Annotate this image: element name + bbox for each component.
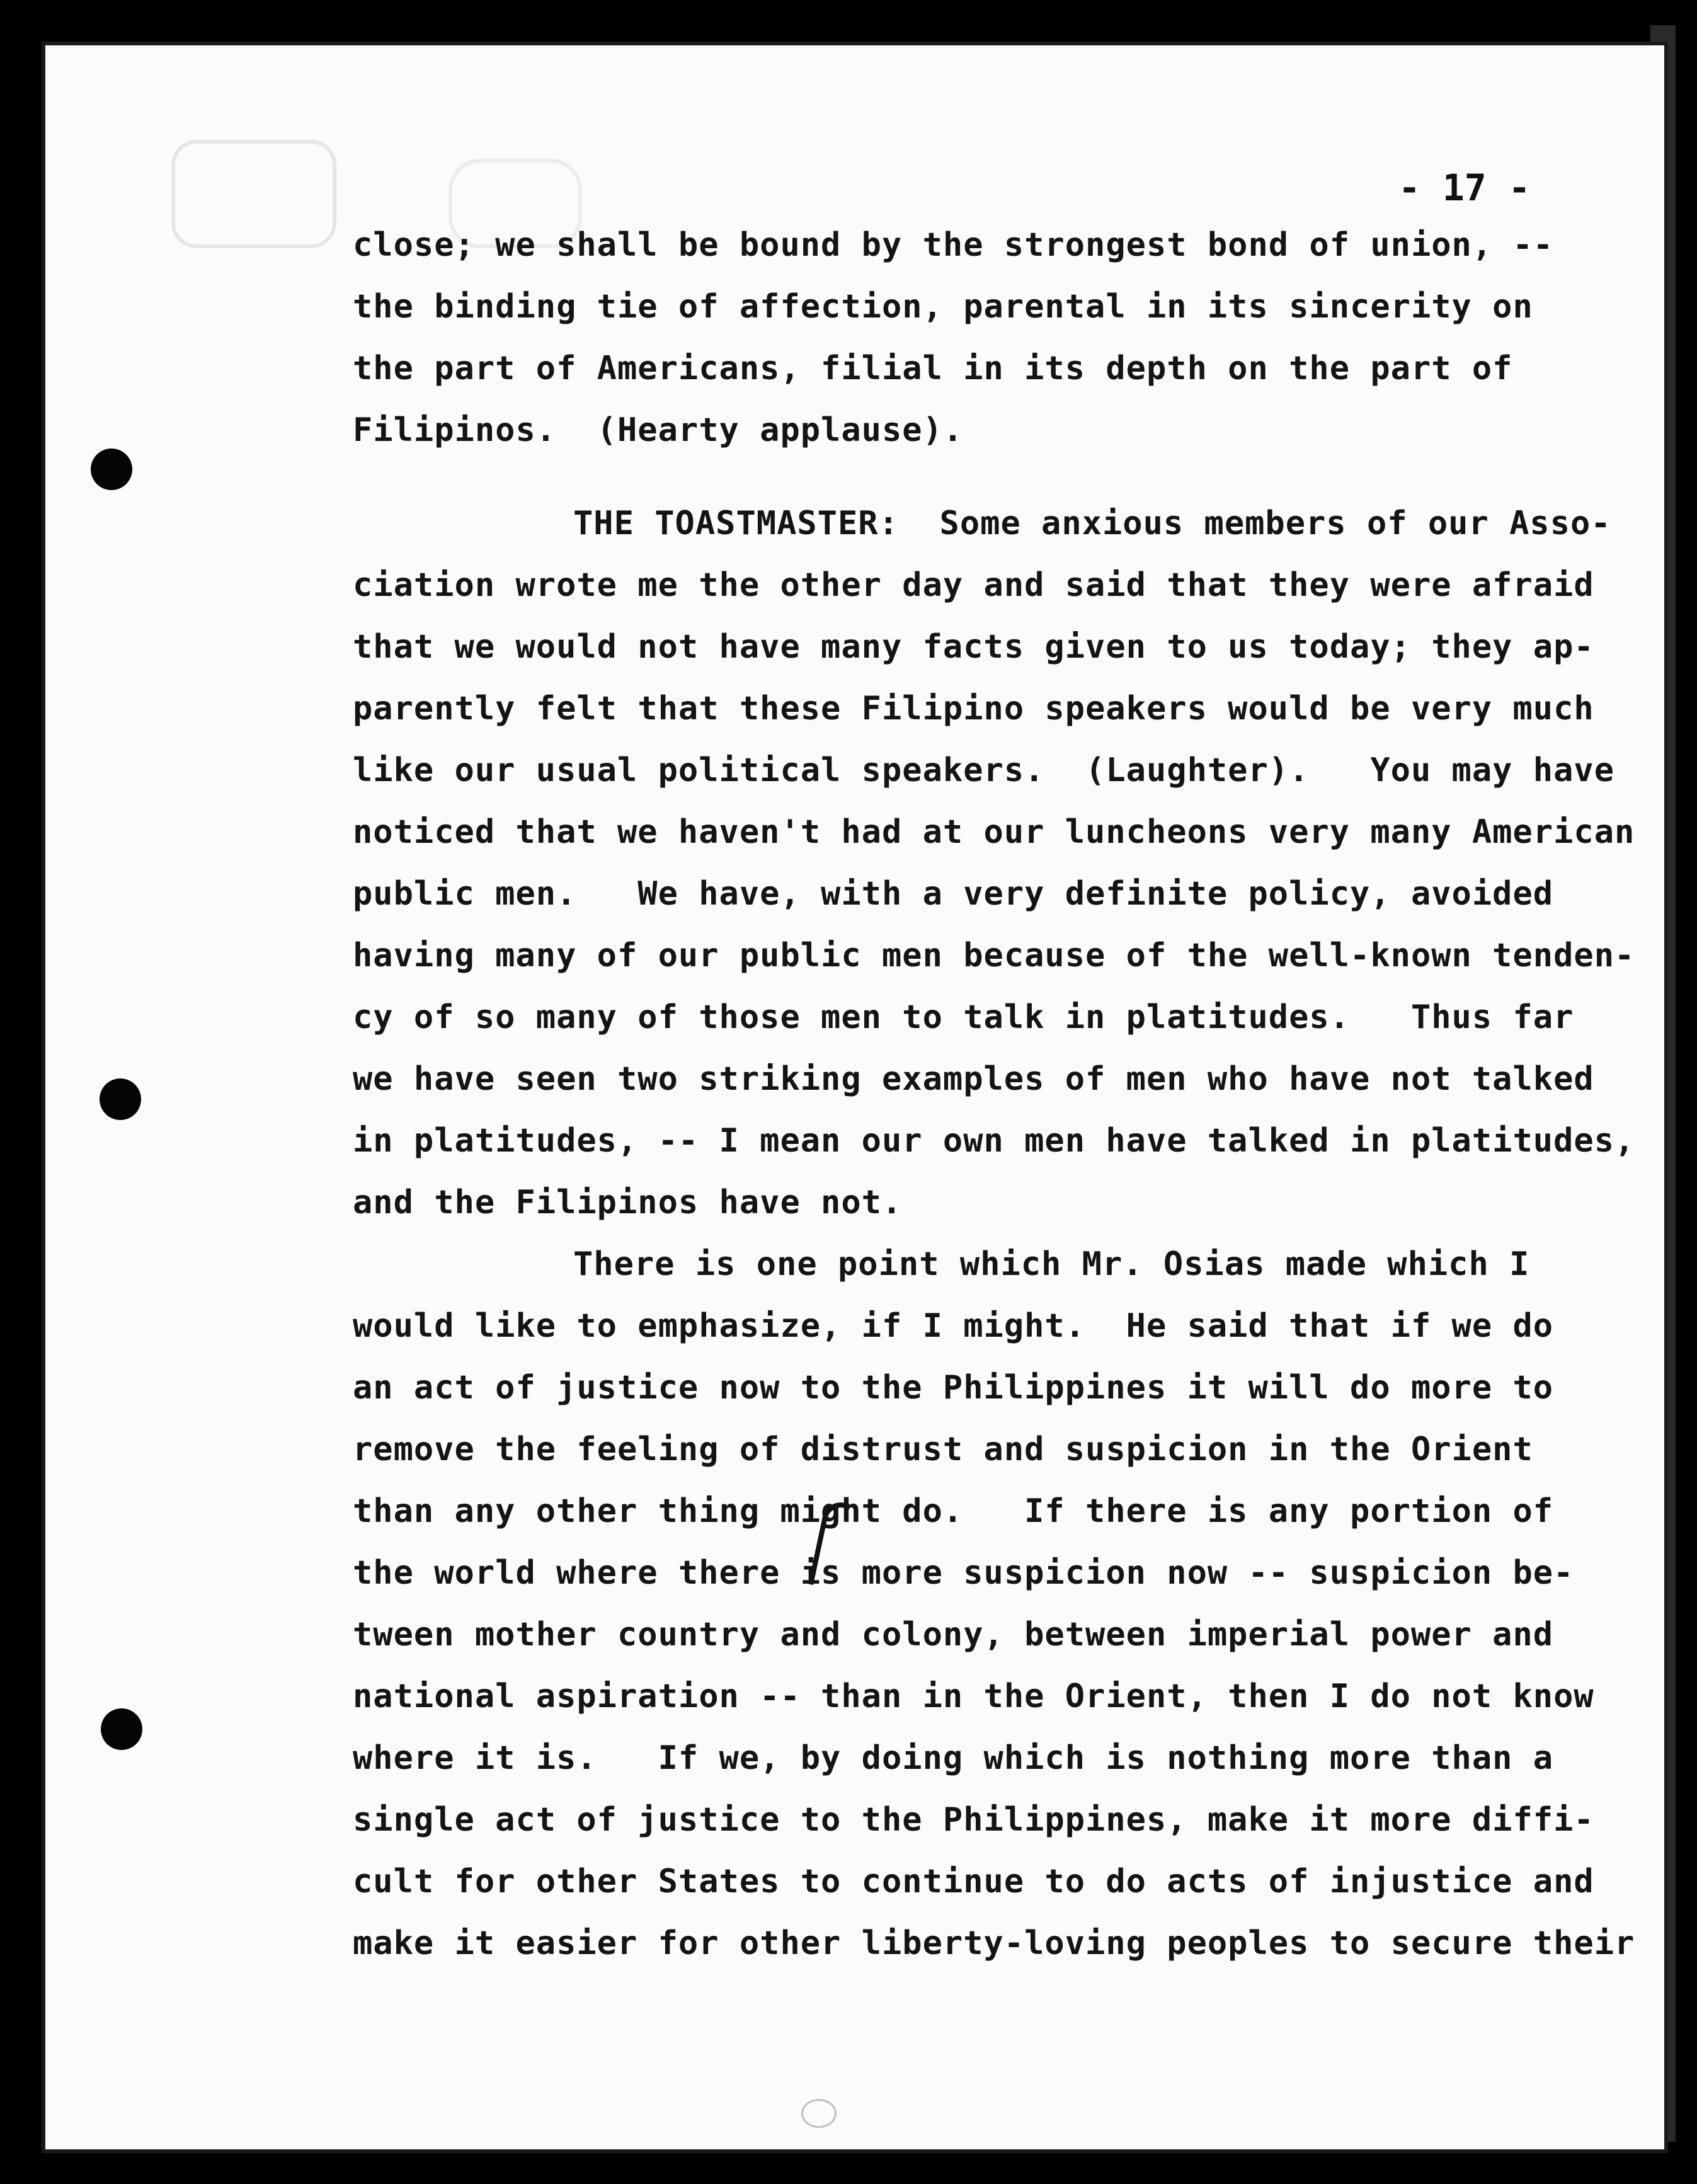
text-line: national aspiration -- than in the Orient, then I do not know [353,1678,1594,1715]
text-line: single act of justice to the Philippines, make it more diffi- [353,1801,1594,1839]
text-line: an act of justice now to the Philippines it will do more to [353,1369,1554,1407]
text-line: the part of Americans, filial in its depth on the part of [353,350,1513,387]
text-line: cy of so many of those men to talk in platitudes. Thus far [353,998,1574,1036]
text-line: Filipinos. (Hearty applause). [353,411,964,449]
text-line: the binding tie of affection, parental in its sincerity on [353,288,1533,326]
ink-smudge [801,2099,837,2128]
text-line: remove the feeling of distrust and suspicion in the Orient [353,1431,1533,1468]
text-line: and the Filipinos have not. [353,1184,903,1221]
text-line-paragraph-start: There is one point which Mr. Osias made which I [573,1245,1530,1283]
text-line: tween mother country and colony, between imperial power and [353,1616,1554,1654]
text-line-speaker: THE TOASTMASTER: Some anxious members of our Asso- [573,505,1611,542]
typed-body-text [353,214,1635,1974]
paragraph-gap [353,461,1613,493]
text-line: public men. We have, with a very definite policy, avoided [353,875,1554,913]
text-line: noticed that we haven't had at our luncheons very many American [353,813,1635,851]
text-line: that we would not have many facts given to us today; they ap- [353,628,1594,666]
punch-hole-middle [100,1078,141,1120]
text-line: cult for other States to continue to do acts of injustice and [353,1863,1594,1901]
text-line: would like to emphasize, if I might. He said that if we do [353,1307,1554,1345]
text-line: we have seen two striking examples of men who have not talked [353,1060,1594,1098]
faint-stamp-mark [171,140,336,248]
text-line: having many of our public men because of the well-known tenden- [353,937,1635,975]
text-line: in platitudes, -- I mean our own men have talked in platitudes, [353,1122,1635,1160]
punch-hole-top [91,449,132,490]
text-line: close; we shall be bound by the strongest bond of union, -- [353,226,1554,264]
text-line: make it easier for other liberty-loving peoples to secure their [353,1924,1635,1962]
punch-hole-bottom [101,1708,142,1750]
text-line: parently felt that these Filipino speakers would be very much [353,690,1594,728]
text-line: than any other thing might do. If there is any portion of [353,1492,1554,1530]
page-number: - 17 - [1398,166,1531,209]
text-line: ciation wrote me the other day and said that they were afraid [353,566,1594,604]
text-line: where it is. If we, by doing which is nothing more than a [353,1739,1554,1777]
text-line: like our usual political speakers. (Laughter). You may have [353,752,1615,789]
text-line: the world where there is more suspicion now -- suspicion be- [353,1554,1574,1592]
